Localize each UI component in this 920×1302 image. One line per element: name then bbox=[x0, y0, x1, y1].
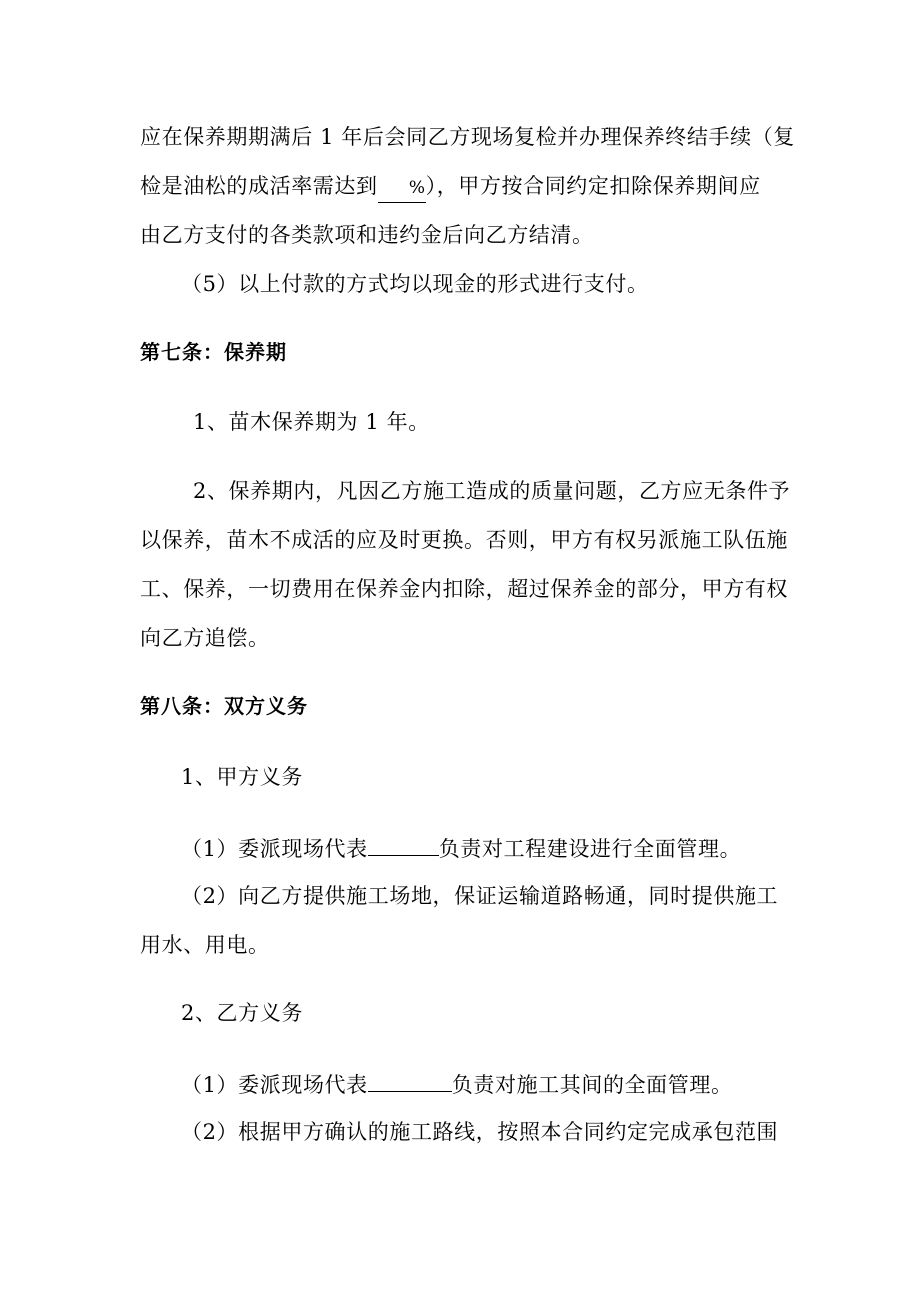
text: 由乙方支付的各类款项和违约金后向乙方结清。 bbox=[140, 223, 594, 247]
heading-text: 第八条：双方义务 bbox=[140, 694, 308, 718]
paragraph-line bbox=[181, 1069, 733, 1099]
text: 检是油松的成活率需达到 bbox=[140, 174, 378, 198]
party-a-representative-blank bbox=[368, 833, 439, 856]
paragraph-line bbox=[140, 221, 594, 249]
paragraph-line bbox=[140, 172, 761, 203]
text: （2）根据甲方确认的施工路线，按照本合同约定完成承包范围 bbox=[181, 1120, 779, 1144]
text: （5）以上付款的方式均以现金的形式进行支付。 bbox=[181, 272, 649, 296]
text: 负责对工程建设进行全面管理。 bbox=[438, 837, 742, 861]
paragraph-line bbox=[181, 999, 303, 1027]
paragraph-line bbox=[140, 931, 270, 959]
paragraph-line bbox=[193, 477, 790, 505]
percent-sign: % bbox=[408, 178, 426, 198]
text: 2、保养期内，凡因乙方施工造成的质量问题，乙方应无条件予 bbox=[193, 479, 791, 503]
paragraph-line bbox=[193, 408, 430, 436]
paragraph-line bbox=[140, 575, 788, 603]
text: （1）委派现场代表 bbox=[181, 837, 368, 861]
text: 负责对施工其间的全面管理。 bbox=[451, 1073, 733, 1097]
text: 以保养，苗木不成活的应及时更换。否则，甲方有权另派施工队伍施 bbox=[140, 528, 788, 552]
paragraph-line bbox=[140, 526, 788, 554]
paragraph-line bbox=[140, 123, 795, 151]
section-heading bbox=[140, 338, 287, 366]
paragraph-line bbox=[181, 763, 303, 791]
text: （1）委派现场代表 bbox=[181, 1073, 368, 1097]
paragraph-line bbox=[181, 1118, 778, 1146]
section-heading bbox=[140, 692, 308, 720]
paragraph-line bbox=[181, 270, 649, 298]
text: （2）向乙方提供施工场地，保证运输道路畅通，同时提供施工 bbox=[181, 884, 779, 908]
survival-rate-blank bbox=[378, 174, 426, 203]
text: 1、苗木保养期为 1 年。 bbox=[193, 410, 430, 434]
text: 应在保养期期满后 1 年后会同乙方现场复检并办理保养终结手续（复 bbox=[140, 125, 795, 149]
paragraph-line bbox=[140, 624, 270, 652]
text: 向乙方追偿。 bbox=[140, 626, 270, 650]
text: ），甲方按合同约定扣除保养期间应 bbox=[425, 174, 761, 198]
heading-text: 第七条：保养期 bbox=[140, 340, 287, 364]
text: 2、乙方义务 bbox=[181, 1001, 303, 1025]
text: 用水、用电。 bbox=[140, 933, 270, 957]
text: 工、保养，一切费用在保养金内扣除，超过保养金的部分，甲方有权 bbox=[140, 577, 788, 601]
paragraph-line bbox=[181, 833, 741, 863]
paragraph-line bbox=[181, 882, 778, 910]
party-b-representative-blank bbox=[368, 1069, 452, 1092]
text: 1、甲方义务 bbox=[181, 765, 303, 789]
